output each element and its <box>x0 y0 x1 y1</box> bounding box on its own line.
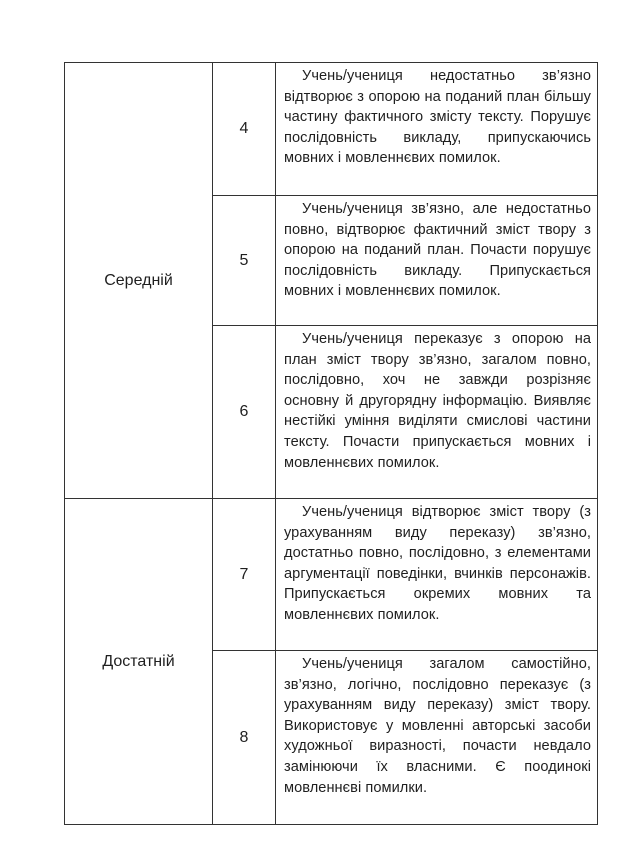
score-value: 8 <box>213 651 276 825</box>
score-description: Учень/учениця загалом самостійно, зв’язно, логічно, послідовно переказує (з урахуванням виду переказу) зміст твору. Використовує у мовленні авторські засоби художньої виразності, почасти невдало замінюючи їх власними. Є поодинокі мовленнєві помилки. <box>276 651 598 825</box>
score-description: Учень/учениця недостатньо зв’язно відтворює з опорою на поданий план більшу частину фактичного змісту тексту. Порушує послідовність викладу, припускаючись мовних і мовленнєвих помилок. <box>276 63 598 196</box>
level-name: Достатній <box>65 499 213 825</box>
score-value: 7 <box>213 499 276 651</box>
assessment-criteria-table <box>64 62 598 825</box>
score-value: 6 <box>213 326 276 499</box>
score-description: Учень/учениця переказує з опорою на план зміст твору зв’язно, загалом повно, послідовно, хоч не завжди розрізняє основну й другорядну інформацію. Виявляє нестійкі уміння виділяти смислові частини тексту. Почасти припускається мовних і мовленнєвих помилок. <box>276 326 598 499</box>
score-description: Учень/учениця відтворює зміст твору (з урахуванням виду переказу) зв’язно, достатньо повно, послідовно, з елементами аргументації поведінки, вчинків персонажів. Припускається окремих мовних та мовленнєвих помилок. <box>276 499 598 651</box>
level-name: Середній <box>65 63 213 499</box>
table-row <box>65 499 598 651</box>
score-description: Учень/учениця зв’язно, але недостатньо повно, відтворює фактичний зміст твору з опорою на поданий план. Почасти порушує послідовність викладу. Припускається мовних і мовленнєвих помилок. <box>276 196 598 326</box>
table-row <box>65 63 598 196</box>
score-value: 4 <box>213 63 276 196</box>
score-value: 5 <box>213 196 276 326</box>
